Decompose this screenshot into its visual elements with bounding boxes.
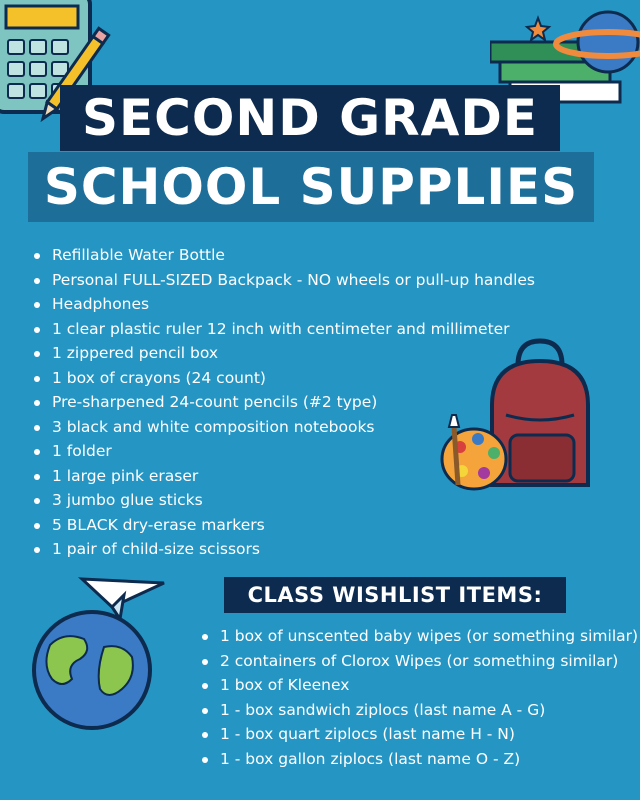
wishlist-list [198, 624, 638, 771]
backpack-palette-illustration [440, 335, 590, 505]
list-item: 2 containers of Clorox Wipes (or something similar) [198, 649, 638, 674]
list-item: 1 zippered pencil box [30, 341, 535, 366]
list-item: 1 clear plastic ruler 12 inch with centimeter and millimeter [30, 317, 535, 342]
list-item: Personal FULL-SIZED Backpack - NO wheels or pull-up handles [30, 268, 535, 293]
title-line-2: SCHOOL SUPPLIES [28, 152, 594, 222]
list-item: 3 black and white composition notebooks [30, 415, 535, 440]
list-item: 1 pair of child-size scissors [30, 537, 535, 562]
list-item: 1 large pink eraser [30, 464, 535, 489]
list-item: 1 - box sandwich ziplocs (last name A - G) [198, 698, 638, 723]
list-item: 1 box of Kleenex [198, 673, 638, 698]
list-item: 1 folder [30, 439, 535, 464]
list-item: 1 - box gallon ziplocs (last name O - Z) [198, 747, 638, 772]
list-item: 1 box of crayons (24 count) [30, 366, 535, 391]
title-line-1: SECOND GRADE [60, 85, 560, 151]
wishlist-heading: CLASS WISHLIST ITEMS: [224, 577, 566, 613]
globe-icon [34, 612, 150, 728]
list-item: 3 jumbo glue sticks [30, 488, 535, 513]
list-item: 1 - box quart ziplocs (last name H - N) [198, 722, 638, 747]
list-item: 1 box of unscented baby wipes (or something similar) [198, 624, 638, 649]
globe-plane-illustration [20, 575, 190, 735]
list-item: Pre-sharpened 24-count pencils (#2 type) [30, 390, 535, 415]
list-item: Headphones [30, 292, 535, 317]
list-item: Refillable Water Bottle [30, 243, 535, 268]
paint-palette-icon [442, 429, 506, 489]
list-item: 5 BLACK dry-erase markers [30, 513, 535, 538]
star-icon [527, 18, 549, 40]
